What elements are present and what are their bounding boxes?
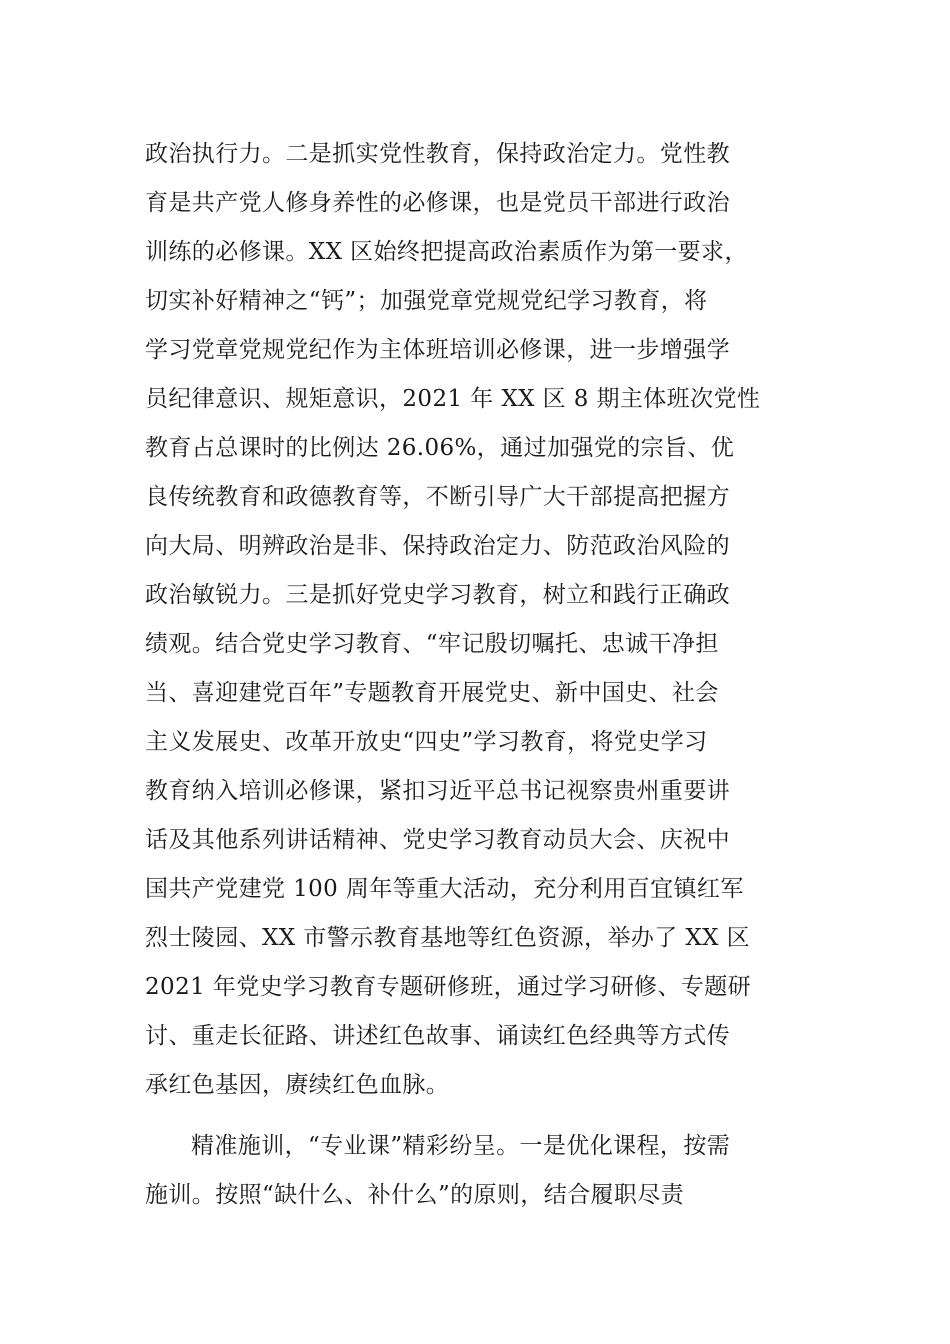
text-line: 良传统教育和政德教育等，不断引导广大干部提高把握方 (145, 484, 730, 510)
text-line: 教育占总课时的比例达 26.06%，通过加强党的宗旨、优 (145, 435, 735, 461)
text-line: 话及其他系列讲话精神、党史学习教育动员大会、庆祝中 (145, 827, 730, 853)
text-line: 政治执行力。二是抓实党性教育，保持政治定力。党性教 (145, 141, 730, 167)
text-line: 员纪律意识、规矩意识，2021 年 XX 区 8 期主体班次党性 (145, 386, 761, 412)
text-line: 绩观。结合党史学习教育、“牢记殷切嘱托、忠诚干净担 (145, 631, 719, 657)
text-line: 施训。按照“缺什么、补什么”的原则，结合履职尽责 (145, 1182, 685, 1208)
text-line: 向大局、明辨政治是非、保持政治定力、防范政治风险的 (145, 533, 730, 559)
text-line: 精准施训，“专业课”精彩纷呈。一是优化课程，按需 (191, 1133, 731, 1159)
text-line: 讨、重走长征路、讲述红色故事、诵读红色经典等方式传 (145, 1023, 730, 1049)
text-line: 国共产党建党 100 周年等重大活动，充分利用百宜镇红军 (145, 876, 744, 902)
document-body (145, 130, 815, 1220)
text-line: 训练的必修课。XX 区始终把提高政治素质作为第一要求， (145, 239, 748, 265)
text-line: 育是共产党人修身养性的必修课，也是党员干部进行政治 (145, 190, 730, 216)
text-line: 主义发展史、改革开放史“四史”学习教育，将党史学习 (145, 729, 708, 755)
text-line: 2021 年党史学习教育专题研修班，通过学习研修、专题研 (145, 974, 752, 1000)
paragraph-spacing (145, 1110, 815, 1122)
text-line: 政治敏锐力。三是抓好党史学习教育，树立和践行正确政 (145, 582, 730, 608)
text-line: 烈士陵园、XX 市警示教育基地等红色资源，举办了 XX 区 (145, 925, 751, 951)
text-line: 学习党章党规党纪作为主体班培训必修课，进一步增强学 (145, 337, 730, 363)
text-line: 切实补好精神之“钙”；加强党章党规党纪学习教育，将 (145, 288, 708, 314)
text-line: 教育纳入培训必修课，紧扣习近平总书记视察贵州重要讲 (145, 778, 730, 804)
paragraph (145, 130, 815, 1110)
text-line: 当、喜迎建党百年”专题教育开展党史、新中国史、社会 (145, 680, 719, 706)
paragraph (145, 1122, 815, 1220)
text-line: 承红色基因，赓续红色血脉。 (145, 1072, 450, 1098)
